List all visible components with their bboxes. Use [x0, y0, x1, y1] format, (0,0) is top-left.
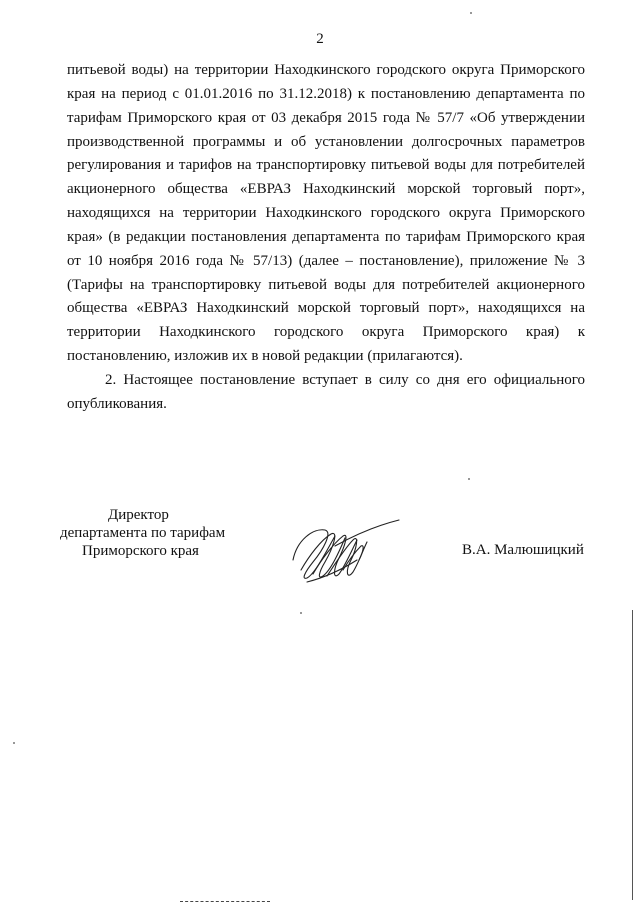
scan-bottom-dash [180, 901, 270, 902]
signatory-title-line-1: Директор [108, 507, 169, 523]
signatory-name: В.А. Малюшицкий [462, 542, 584, 558]
scan-speck [300, 612, 302, 614]
signatory-title-line-2: департамента по тарифам [60, 525, 226, 541]
scan-speck [470, 12, 472, 14]
page-number: 2 [316, 31, 324, 47]
signatory-title-line-3: Приморского края [82, 543, 199, 559]
scan-speck [13, 742, 15, 744]
signatory-title [60, 506, 270, 560]
scan-edge-line [632, 610, 633, 900]
document-body [67, 59, 585, 417]
paragraph-1: питьевой воды) на территории Находкинского городского округа Приморского края на период с 01.01.2016 по 31.12.2018) к постановлению департамента по тарифам Приморского края от 03 декабря 2015 года № 57/7 «Об утверждении производственной программы и об установлении долгосрочных параметров регулирования и тарифов на транспортировку питьевой воды для потребителей акционерного общества «ЕВРАЗ Находкинский морской торговый порт», находящихся на территории Находкинского городского округа Приморского края» (в редакции постановления департамента по тарифам Приморского края от 10 ноября 2016 года № 57/13) (далее – постановление), приложение № 3 (Тарифы на транспортировку питьевой воды для потребителей акционерного общества «ЕВРАЗ Находкинский морской торговый порт», находящихся на территории Находкинского городского округа Приморского края) к постановлению, изложив их в новой редакции (прилагаются). [67, 62, 585, 365]
scan-speck [468, 478, 470, 480]
paragraph-2: 2. Настоящее постановление вступает в силу со дня его официального опубликования. [67, 371, 585, 412]
handwritten-signature [283, 500, 403, 590]
